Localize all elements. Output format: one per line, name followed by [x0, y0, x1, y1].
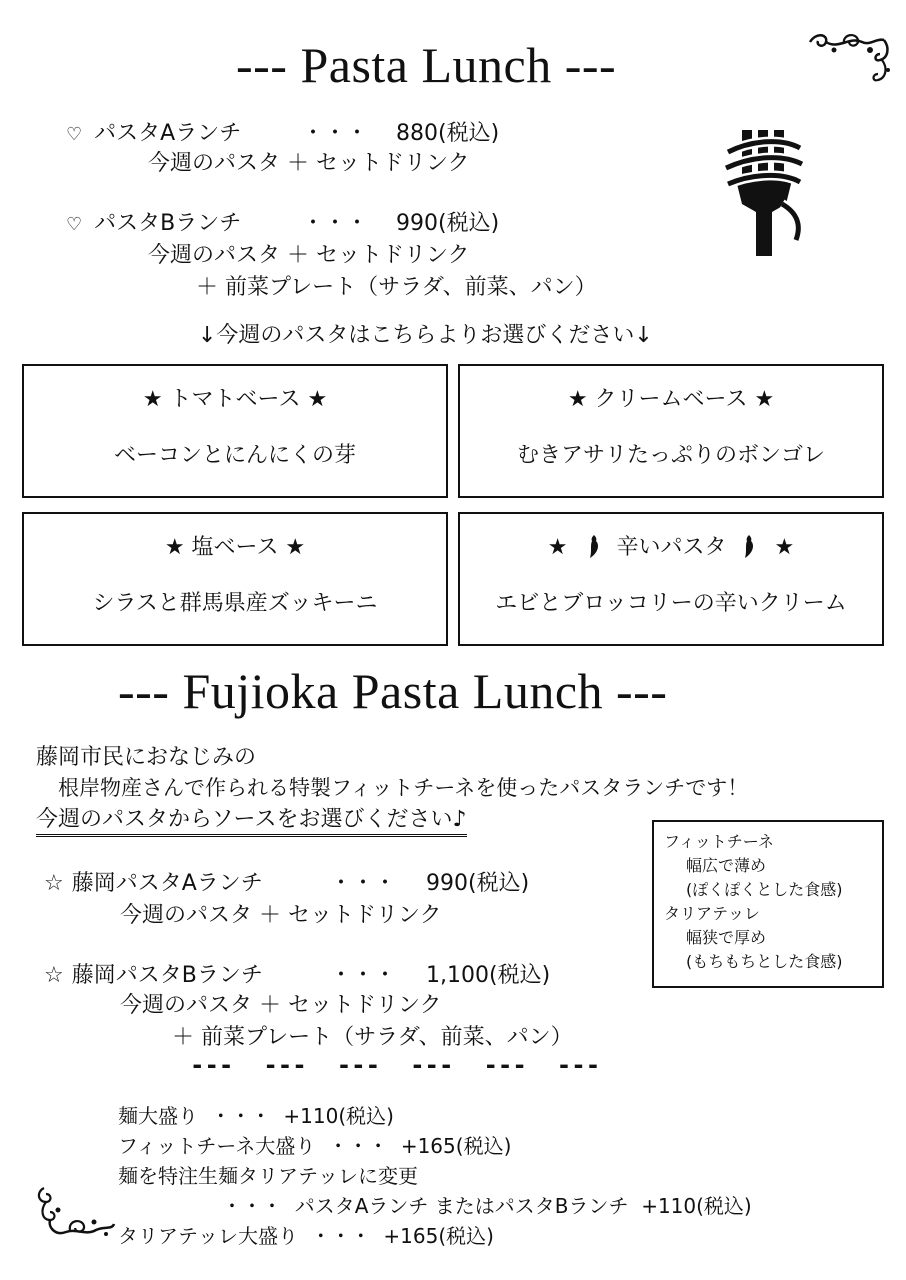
dash-segment: --- [336, 1051, 381, 1079]
pasta-box-dish: むきアサリたっぷりのボンゴレ [516, 443, 825, 468]
noodle-type-note [652, 820, 884, 988]
lunch-a-dots: ・・・ [302, 121, 369, 146]
fujioka-b-price: 1,100(税込) [426, 963, 551, 988]
dash-segment: --- [263, 1051, 307, 1079]
tagliatelle-label: タリアテッレ [664, 904, 761, 923]
lunch-b-dots: ・・・ [302, 211, 369, 236]
pasta-box-spicy [458, 512, 884, 646]
fujioka-b-row [44, 958, 263, 989]
pasta-box-dish: エビとブロッコリーの辛いクリーム [495, 591, 847, 616]
dash-divider [190, 1050, 700, 1080]
intro-line-3: 今週のパスタからソースをお選びください♪ [36, 802, 467, 837]
chili-pepper-icon [741, 533, 757, 559]
fujioka-a-price: 990(税込) [426, 871, 530, 896]
lunch-a-name: パスタAランチ [94, 121, 242, 146]
fujioka-a-desc: 今週のパスタ ＋ セットドリンク [120, 903, 442, 928]
fujioka-a-row [44, 866, 263, 897]
dash-segment: --- [410, 1051, 454, 1079]
pasta-box-heading-text: 辛いパスタ [616, 535, 727, 560]
lunch-a-desc: 今週のパスタ ＋ セットドリンク [148, 151, 470, 176]
option-large-noodle: 麺大盛り ・・・ +110(税込) [118, 1104, 394, 1128]
dash-segment: --- [556, 1051, 601, 1079]
lunch-a-price: 880(税込) [396, 121, 500, 146]
lunch-b-desc-2: ＋ 前菜プレート（サラダ、前菜、パン） [196, 275, 597, 300]
star-outline-icon: ☆ [44, 871, 64, 896]
pasta-box-heading: ★ 塩ベース ★ [164, 535, 306, 560]
fujioka-a-dots: ・・・ [330, 871, 397, 896]
option-tagliatelle-change-price: ・・・ パスタAランチ またはパスタBランチ +110(税込) [222, 1194, 752, 1218]
fujioka-b-desc-2: ＋ 前菜プレート（サラダ、前菜、パン） [172, 1025, 573, 1050]
option-tagliatelle-change: 麺を特注生麺タリアテッレに変更 [118, 1164, 418, 1188]
flourish-ornament-bottom-left [34, 1184, 118, 1242]
heart-icon: ♡ [66, 214, 83, 235]
tagliatelle-width: 幅狭で厚め [686, 928, 767, 947]
pasta-box-heading [460, 530, 882, 561]
lunch-b-name: パスタBランチ [94, 211, 242, 236]
star-icon: ★ [774, 535, 795, 560]
pasta-box-tomato [22, 364, 448, 498]
lunch-a-row [66, 116, 241, 147]
lunch-b-row [66, 206, 241, 237]
fujioka-b-dots: ・・・ [330, 963, 397, 988]
lunch-b-desc-1: 今週のパスタ ＋ セットドリンク [148, 243, 470, 268]
fettuccine-texture: (ぽくぽくとした食感) [686, 880, 843, 899]
pasta-box-heading: ★ クリームベース ★ [567, 387, 775, 412]
pasta-box-dish: ベーコンとにんにくの芽 [113, 443, 356, 468]
fork-with-pasta-icon [722, 128, 806, 260]
fettuccine-label: フィットチーネ [664, 832, 774, 851]
tagliatelle-texture: (もちもちとした食感) [686, 952, 843, 971]
star-icon: ★ [547, 535, 568, 560]
chili-pepper-icon [586, 533, 602, 559]
fujioka-b-name: 藤岡パスタBランチ [71, 963, 263, 988]
pasta-box-dish: シラスと群馬県産ズッキーニ [92, 591, 378, 616]
intro-line-1: 藤岡市民におなじみの [36, 745, 257, 770]
pasta-box-heading: ★ トマトベース ★ [142, 387, 328, 412]
flourish-ornament-top-right [804, 30, 894, 92]
star-outline-icon: ☆ [44, 963, 64, 988]
fettuccine-width: 幅広で薄め [686, 856, 767, 875]
fujioka-section-title: --- Fujioka Pasta Lunch --- [118, 663, 668, 719]
page-title: --- Pasta Lunch --- [236, 37, 617, 93]
pasta-box-salt [22, 512, 448, 646]
option-large-fettuccine: フィットチーネ大盛り ・・・ +165(税込) [118, 1134, 512, 1158]
pasta-box-cream [458, 364, 884, 498]
heart-icon: ♡ [66, 124, 83, 145]
dash-segment: --- [190, 1051, 234, 1079]
lunch-b-price: 990(税込) [396, 211, 500, 236]
fujioka-b-desc-1: 今週のパスタ ＋ セットドリンク [120, 993, 442, 1018]
option-large-tagliatelle: タリアテッレ大盛り ・・・ +165(税込) [118, 1224, 494, 1248]
choose-pasta-note: ↓今週のパスタはこちらよりお選びください↓ [198, 323, 653, 348]
fujioka-a-name: 藤岡パスタAランチ [71, 871, 263, 896]
intro-line-2: 根岸物産さんで作られる特製フィットチーネを使ったパスタランチです！ [58, 776, 749, 800]
dash-segment: --- [483, 1051, 527, 1079]
